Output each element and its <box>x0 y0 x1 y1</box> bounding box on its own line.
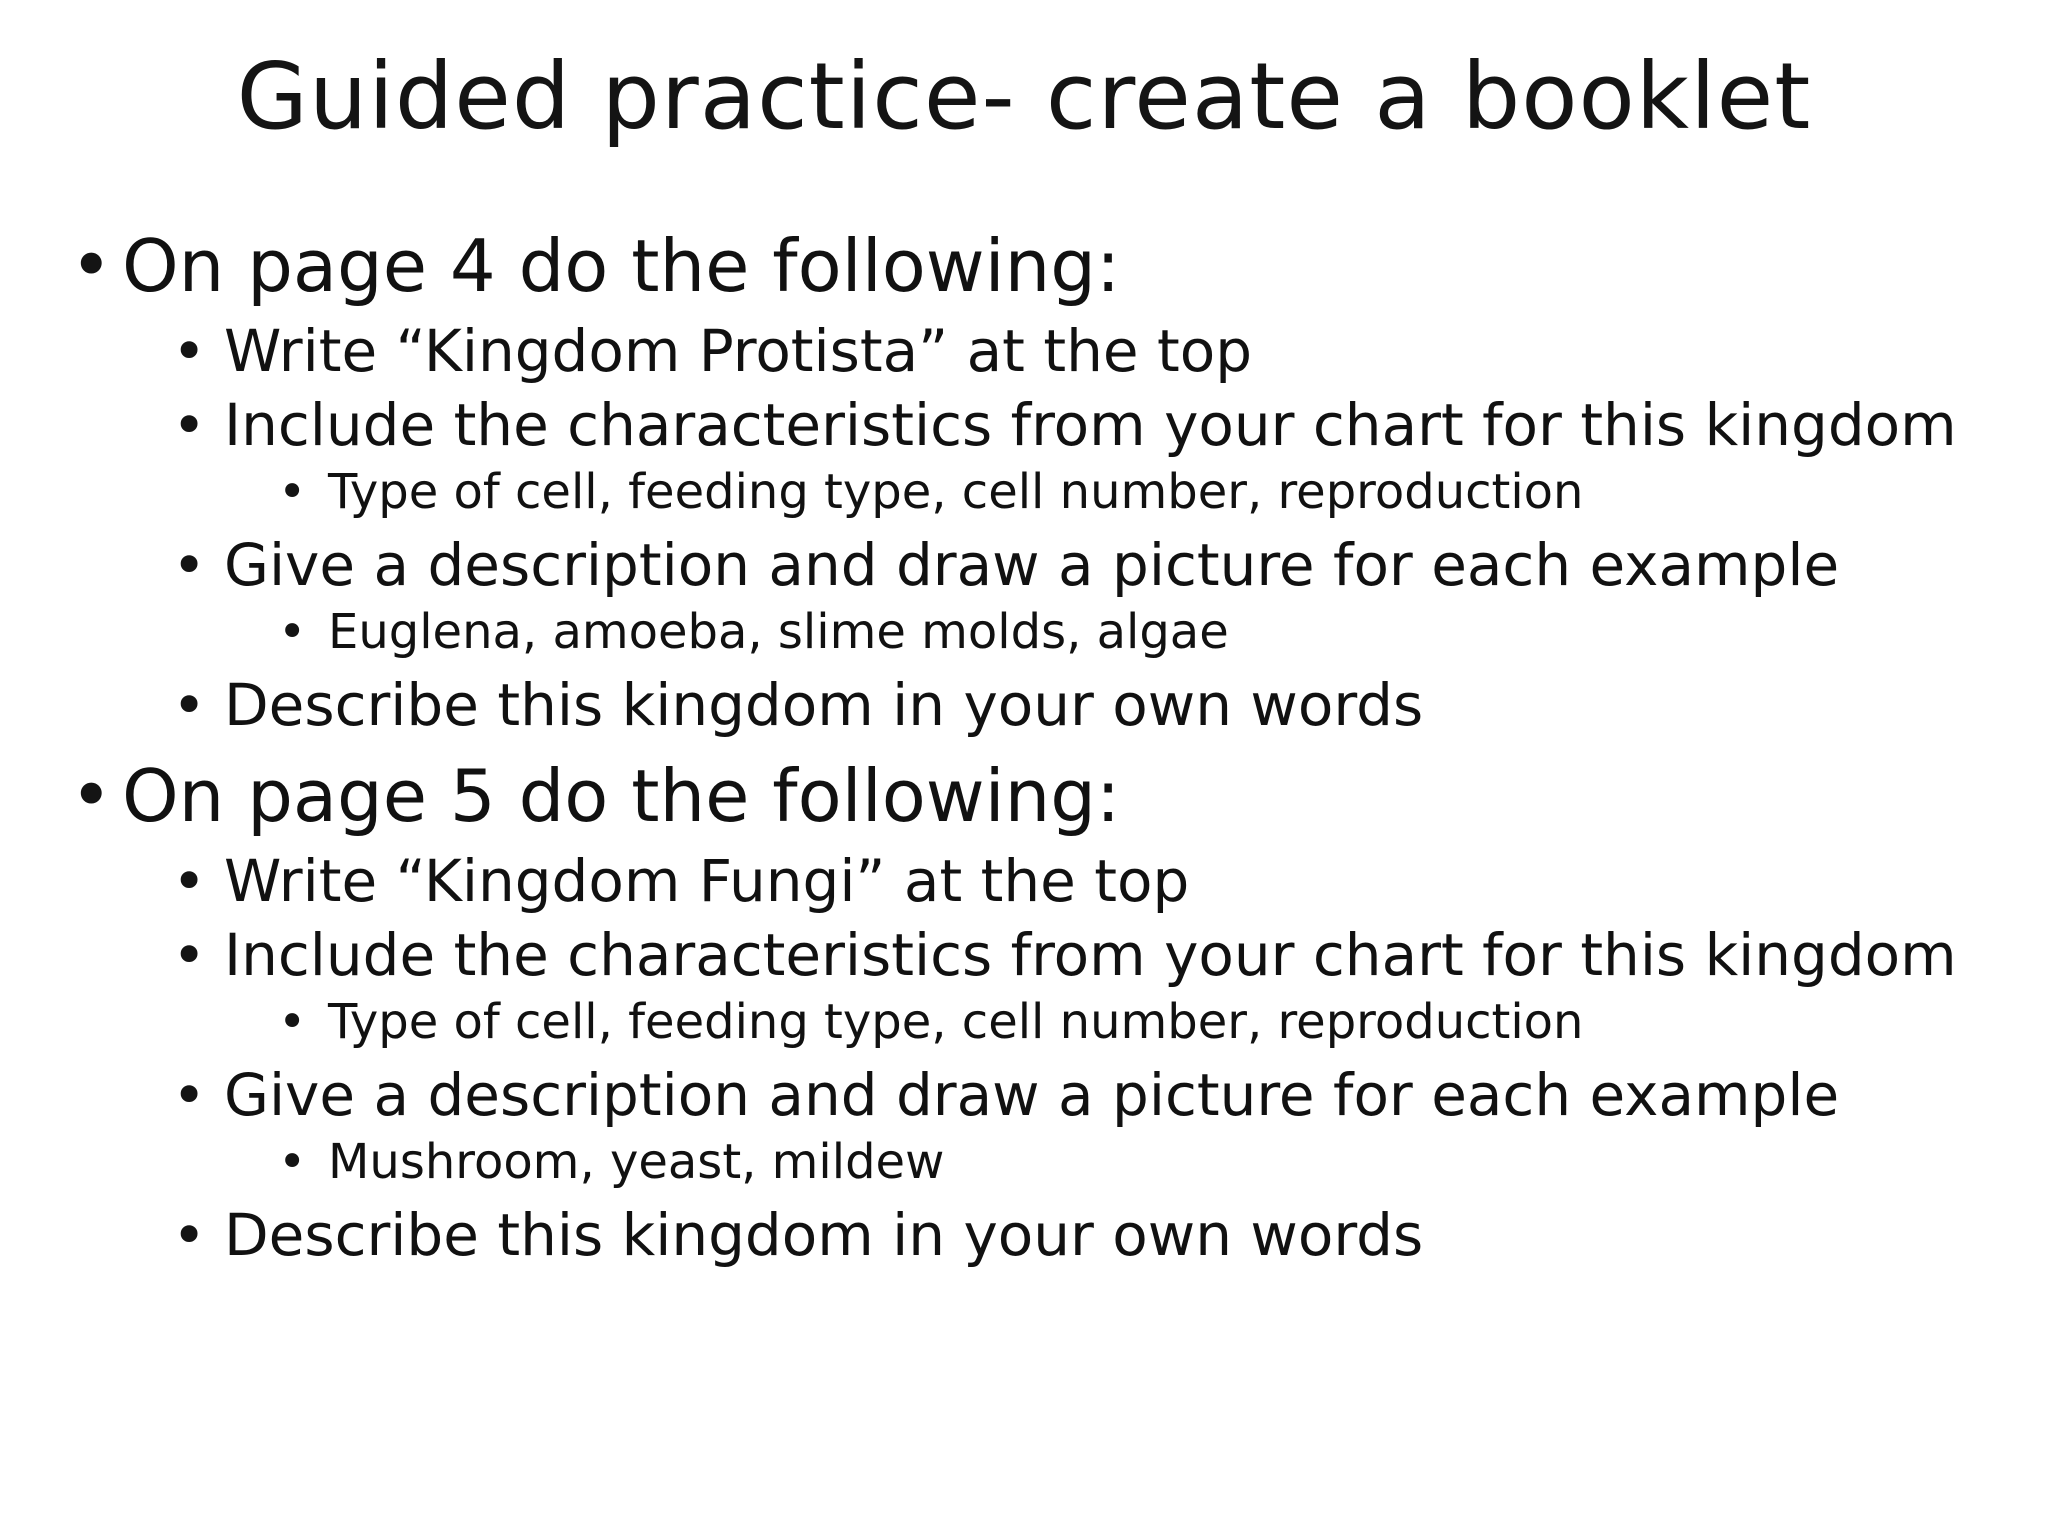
bullet: • <box>172 317 207 385</box>
bullet: • <box>172 391 207 459</box>
instruction-text: Give a description and draw a picture for each example <box>224 1061 1840 1129</box>
instruction-text: Describe this kingdom in your own words <box>224 671 1424 739</box>
instruction-text: Include the characteristics from your chart for this kingdom <box>224 391 1957 459</box>
sub-instruction-text: Mushroom, yeast, mildew <box>328 1134 945 1190</box>
instruction-item <box>70 847 1980 915</box>
bullet: • <box>278 604 307 660</box>
sub-instruction-text: Euglena, amoeba, slime molds, algae <box>328 604 1229 660</box>
sub-instruction-text: Type of cell, feeding type, cell number, reproduction <box>328 994 1584 1050</box>
sub-instruction-item <box>70 462 1980 522</box>
bullet: • <box>172 847 207 915</box>
section-heading-text: On page 4 do the following: <box>122 224 1121 308</box>
sub-instruction-item <box>70 1132 1980 1192</box>
bullet: • <box>172 921 207 989</box>
instruction-item <box>70 671 1980 739</box>
sub-instruction-item <box>70 602 1980 662</box>
slide-content <box>70 222 1980 1269</box>
instruction-text: Include the characteristics from your chart for this kingdom <box>224 921 1957 989</box>
bullet: • <box>278 994 307 1050</box>
bullet: • <box>278 464 307 520</box>
bullet: • <box>70 223 113 307</box>
section-heading-page-5 <box>70 754 1980 838</box>
bullet: • <box>278 1134 307 1190</box>
section-heading-page-4 <box>70 224 1980 308</box>
bullet: • <box>172 531 207 599</box>
instruction-item <box>70 391 1980 459</box>
instruction-text: Describe this kingdom in your own words <box>224 1201 1424 1269</box>
instruction-item <box>70 1201 1980 1269</box>
instruction-item <box>70 531 1980 599</box>
bullet: • <box>172 1201 207 1269</box>
instruction-text: Write “Kingdom Fungi” at the top <box>224 847 1190 915</box>
instruction-item <box>70 317 1980 385</box>
instruction-text: Give a description and draw a picture for each example <box>224 531 1840 599</box>
instruction-item <box>70 1061 1980 1129</box>
instruction-item <box>70 921 1980 989</box>
sub-instruction-item <box>70 992 1980 1052</box>
bullet: • <box>70 753 113 837</box>
instruction-text: Write “Kingdom Protista” at the top <box>224 317 1253 385</box>
slide-title: Guided practice- create a booklet <box>236 43 1812 150</box>
section-heading-text: On page 5 do the following: <box>122 754 1121 838</box>
bullet: • <box>172 1061 207 1129</box>
sub-instruction-text: Type of cell, feeding type, cell number, reproduction <box>328 464 1584 520</box>
bullet: • <box>172 671 207 739</box>
